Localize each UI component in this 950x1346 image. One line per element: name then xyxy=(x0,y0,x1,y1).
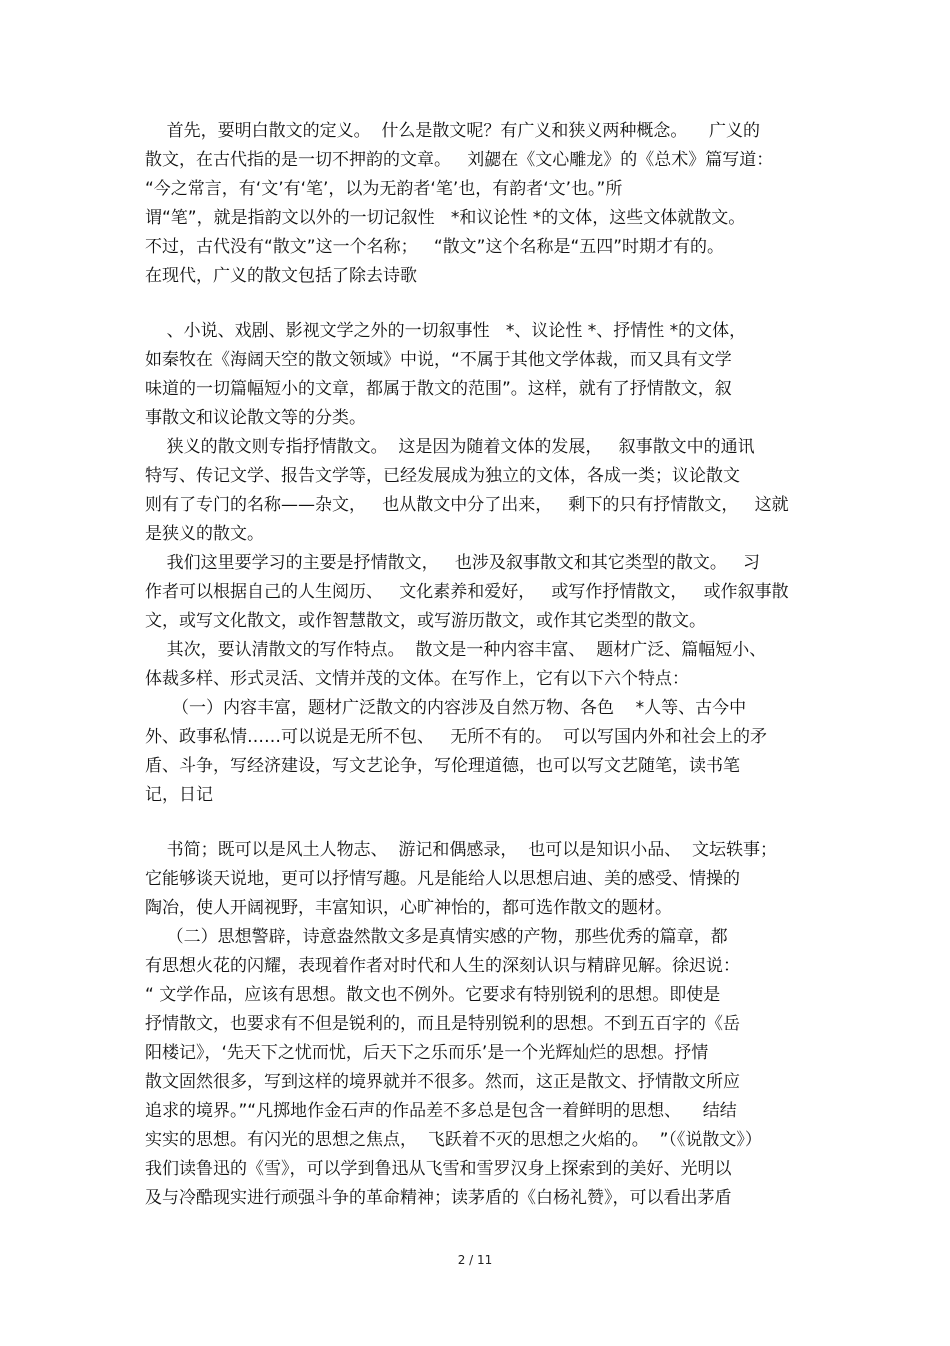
text-line: 抒情散文，也要求有不但是锐利的，而且是特别锐利的思想。不到五百字的《岳 xyxy=(145,1014,740,1034)
text-line: 书简；既可以是风土人物志、 游记和偶感录， 也可以是知识小品、 文坛轶事； xyxy=(145,840,778,860)
text-line: （一）内容丰富，题材广泛散文的内容涉及自然万物、各色 *人等、古今中 xyxy=(145,698,747,718)
text-line: 其次，要认清散文的写作特点。 散文是一种内容丰富、 题材广泛、篇幅短小、 xyxy=(145,640,767,660)
text-line: 外、政事私情……可以说是无所不包、 无所不有的。 可以写国内外和社会上的矛 xyxy=(145,727,768,747)
text-line: “ 文学作品，应该有思想。散文也不例外。它要求有特别锐利的思想。即使是 xyxy=(145,985,721,1005)
text-line: 盾、斗争，写经济建设，写文艺论争，写伦理道德，也可以写文艺随笔，读书笔 xyxy=(145,756,740,776)
text-line: 追求的境界。”“凡掷地作金石声的作品差不多总是包含一着鲜明的思想、 结结 xyxy=(145,1101,737,1121)
text-line: 、小说、戏剧、影视文学之外的一切叙事性 *、议论性 *、抒情性 *的文体， xyxy=(145,321,747,341)
text-line: 我们读鲁迅的《雪》，可以学到鲁迅从飞雪和雪罗汉身上探索到的美好、光明以 xyxy=(145,1159,732,1179)
text-line: 则有了专门的名称——杂文， 也从散文中分了出来， 剩下的只有抒情散文， 这就 xyxy=(145,495,789,515)
text-line: 实实的思想。有闪光的思想之焦点， 飞跃着不灭的思想之火焰的。 ”（《说散文》） xyxy=(145,1130,762,1150)
text-line: 作者可以根据自己的人生阅历、 文化素养和爱好， 或写作抒情散文， 或作叙事散 xyxy=(145,582,789,602)
text-line: 谓“笔”，就是指韵文以外的一切记叙性 *和议论性 *的文体，这些文体就散文。 xyxy=(145,208,746,228)
text-line: 特写、传记文学、报告文学等，已经发展成为独立的文体，各成一类；议论散文 xyxy=(145,466,740,486)
text-line: 陶冶，使人开阔视野，丰富知识，心旷神怡的，都可选作散文的题材。 xyxy=(145,898,672,918)
text-line: 在现代，广义的散文包括了除去诗歌 xyxy=(145,266,417,286)
text-line: 有思想火花的闪耀，表现着作者对时代和人生的深刻认识与精辟见解。徐迟说： xyxy=(145,956,740,976)
text-line: 事散文和议论散文等的分类。 xyxy=(145,408,366,428)
text-line: 阳楼记》，‘先天下之忧而忧，后天下之乐而乐’是一个光辉灿烂的思想。抒情 xyxy=(145,1043,709,1063)
text-line: 它能够谈天说地，更可以抒情写趣。凡是能给人以思想启迪、美的感受、情操的 xyxy=(145,869,740,889)
text-line: “今之常言，有‘文’有‘笔’，以为无韵者‘笔’也，有韵者‘文’也。”所 xyxy=(145,179,623,199)
text-line: 文，或写文化散文，或作智慧散文，或写游历散文，或作其它类型的散文。 xyxy=(145,611,706,631)
page-number: 2 / 11 xyxy=(457,1253,493,1267)
text-line: 狭义的散文则专指抒情散文。 这是因为随着文体的发展， 叙事散文中的通讯 xyxy=(145,437,755,457)
text-line: 味道的一切篇幅短小的文章，都属于散文的范围”。这样，就有了抒情散文，叙 xyxy=(145,379,732,399)
text-line: 是狭义的散文。 xyxy=(145,524,264,544)
text-line: （二）思想警辟，诗意盎然散文多是真情实感的产物，那些优秀的篇章，都 xyxy=(145,927,728,947)
text-line: 我们这里要学习的主要是抒情散文， 也涉及叙事散文和其它类型的散文。 习 xyxy=(145,553,761,573)
text-line: 体裁多样、形式灵活、文情并茂的文体。在写作上，它有以下六个特点： xyxy=(145,669,689,689)
text-line: 如秦牧在《海阔天空的散文领域》中说，“不属于其他文学体裁，而又具有文学 xyxy=(145,350,732,370)
text-line: 不过，古代没有“散文”这一个名称； “散文”这个名称是“五四”时期才有的。 xyxy=(145,237,725,257)
text-line: 首先，要明白散文的定义。 什么是散文呢？有广义和狭义两种概念。 广义的 xyxy=(145,121,761,141)
text-line: 记，日记 xyxy=(145,785,213,805)
text-line: 及与冷酷现实进行顽强斗争的革命精神；读茅盾的《白杨礼赞》，可以看出茅盾 xyxy=(145,1188,732,1208)
text-line: 散文固然很多，写到这样的境界就并不很多。然而，这正是散文、抒情散文所应 xyxy=(145,1072,740,1092)
text-line: 散文，在古代指的是一切不押韵的文章。 刘勰在《文心雕龙》的《总术》篇写道： xyxy=(145,150,774,170)
